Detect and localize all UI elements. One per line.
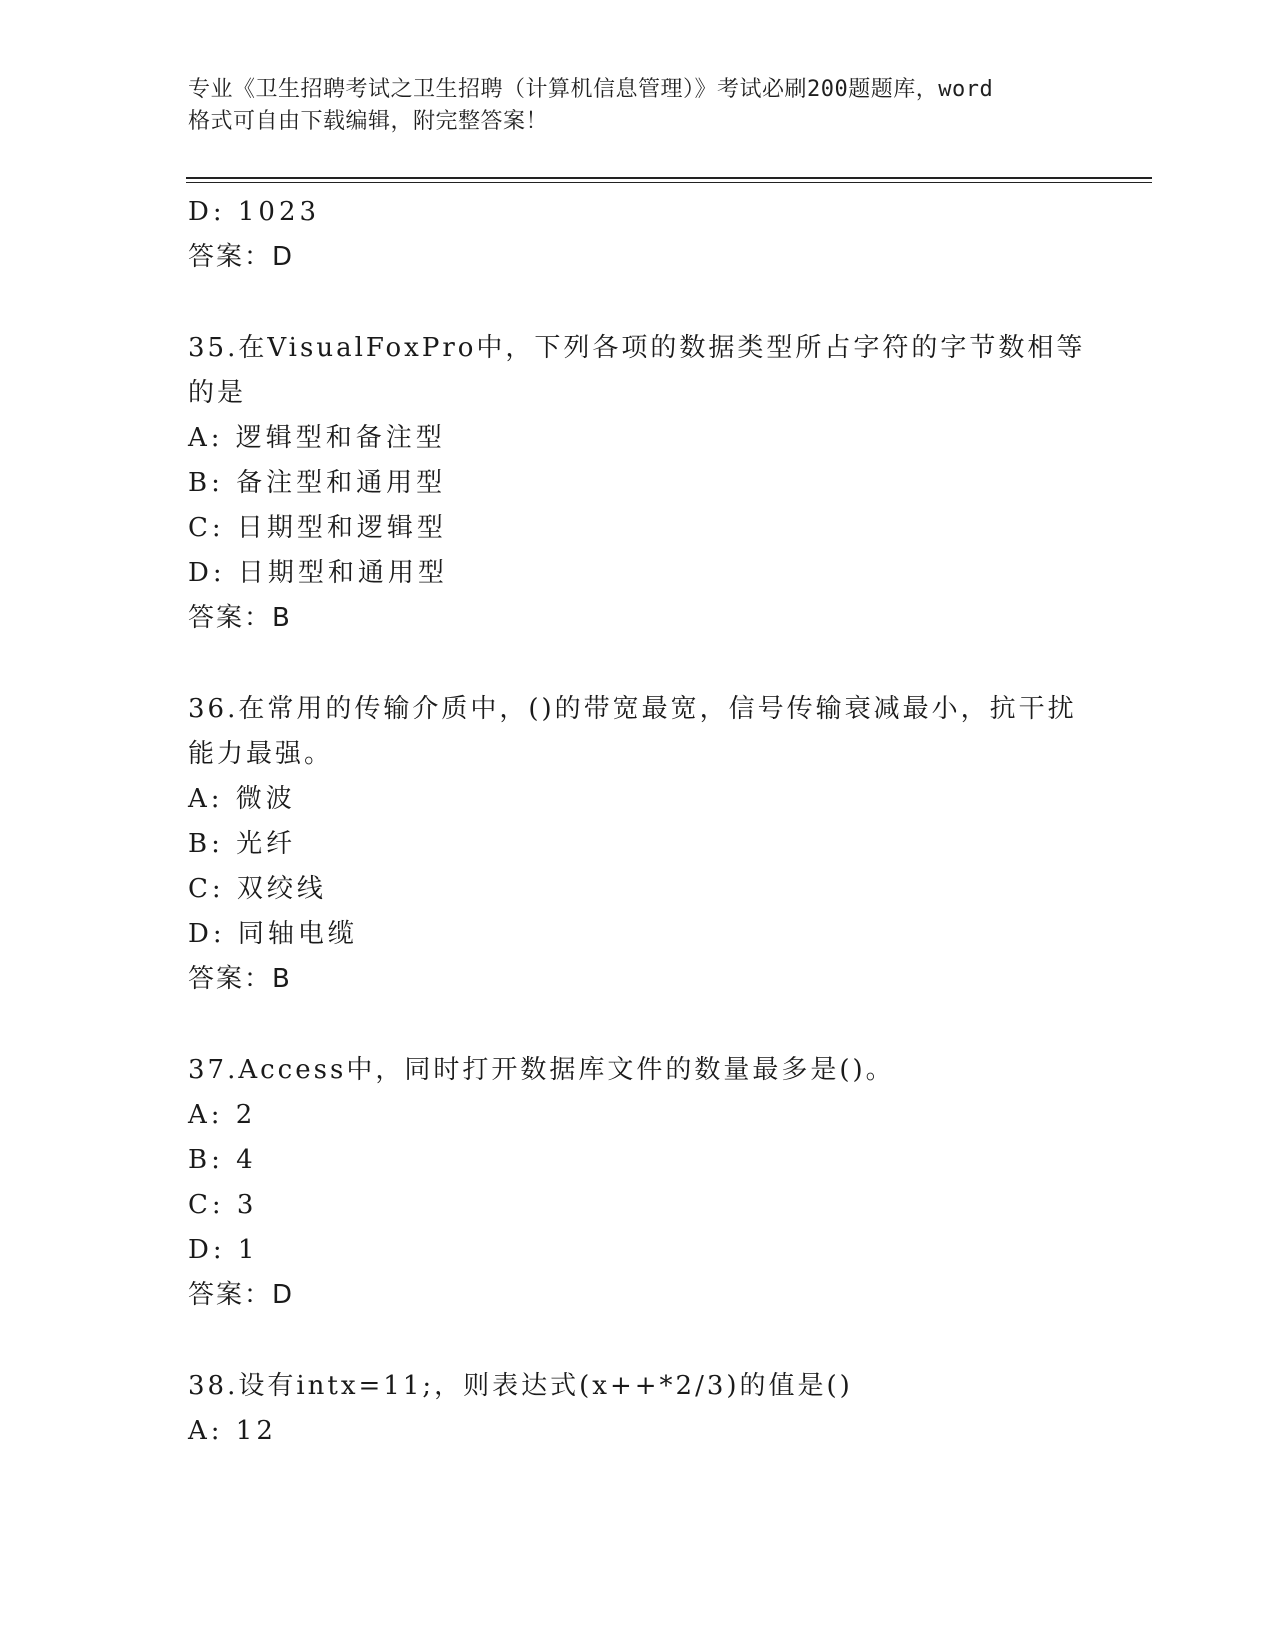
q35-answer: 答案：B	[188, 603, 292, 633]
q36-answer: 答案：B	[188, 964, 292, 994]
q35-option-a: A: 逻辑型和备注型	[188, 423, 446, 453]
q38-option-a: A: 12	[188, 1416, 277, 1446]
q38-stem-line-1: 38.设有intx=11;，则表达式(x++*2/3)的值是()	[188, 1371, 853, 1401]
q37-option-d: D: 1	[188, 1235, 259, 1265]
q37-option-b: B: 4	[188, 1145, 257, 1175]
q37-stem-line-1: 37.Access中，同时打开数据库文件的数量最多是()。	[188, 1055, 895, 1085]
q37-option-c: C: 3	[188, 1190, 258, 1220]
question-37	[188, 1048, 1088, 1318]
question-38	[188, 1364, 1088, 1454]
q36-option-d: D: 同轴电缆	[188, 919, 358, 949]
q36-stem-line-1: 36.在常用的传输介质中，()的带宽最宽，信号传输衰减最小，抗干扰	[188, 694, 1077, 724]
document-header	[188, 74, 1088, 138]
prev-answer: 答案：D	[188, 242, 295, 272]
q35-option-c: C: 日期型和逻辑型	[188, 513, 447, 543]
q36-option-b: B: 光纤	[188, 829, 297, 859]
q35-stem-line-2: 的是	[188, 378, 247, 408]
question-gap	[188, 1318, 1088, 1364]
header-divider-thick	[186, 177, 1152, 179]
q36-option-c: C: 双绞线	[188, 874, 327, 904]
q35-option-d: D: 日期型和通用型	[188, 558, 448, 588]
question-35	[188, 326, 1088, 641]
question-gap	[188, 641, 1088, 687]
header-line-1: 专业《卫生招聘考试之卫生招聘（计算机信息管理）》考试必刷200题题库，word	[188, 77, 994, 102]
header-line-2: 格式可自由下载编辑，附完整答案！	[188, 109, 549, 134]
q37-answer: 答案：D	[188, 1280, 295, 1310]
q36-stem-line-2: 能力最强。	[188, 739, 334, 769]
q35-option-b: B: 备注型和通用型	[188, 468, 447, 498]
question-list	[188, 190, 1088, 1454]
q36-option-a: A: 微波	[188, 784, 296, 814]
question-gap	[188, 1002, 1088, 1048]
question-36	[188, 687, 1088, 1002]
q37-option-a: A: 2	[188, 1100, 257, 1130]
question-gap	[188, 280, 1088, 326]
header-divider-thin	[186, 182, 1152, 183]
q35-stem-line-1: 35.在VisualFoxPro中，下列各项的数据类型所占字符的字节数相等	[188, 333, 1086, 363]
prev-option-d: D: 1023	[188, 197, 321, 227]
